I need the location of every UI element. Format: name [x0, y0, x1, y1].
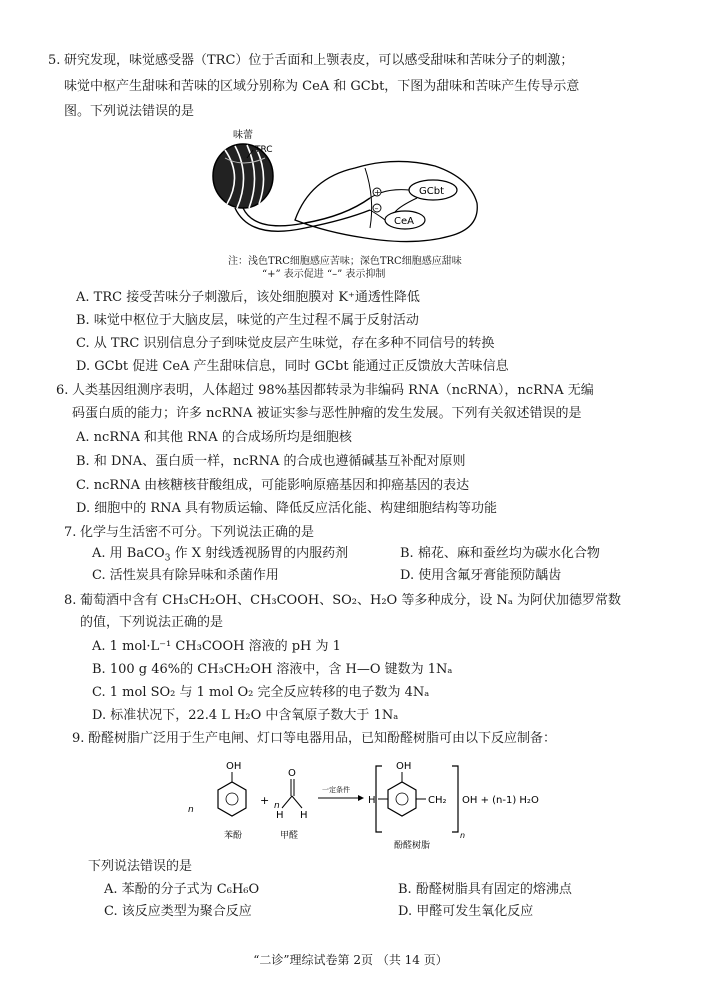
phenol-ring: [218, 782, 246, 816]
phenolic-resin-reaction-diagram: [180, 752, 560, 852]
q9-number: 9.: [72, 731, 85, 746]
phenol-oh-label: OH: [226, 761, 242, 772]
q5-stem-line-1: 研究发现，味觉感受器（TRC）位于舌面和上颚表皮，可以感受甜味和苦味分子的刺激；: [64, 53, 574, 68]
plus-sign: +: [260, 794, 270, 807]
q8-stem-line-2: 的值，下列说法正确的是: [80, 615, 224, 630]
q7-option-b[interactable]: B. 棉花、麻和蚕丝均为碳水化合物: [400, 546, 600, 561]
q7-stem: 化学与生活密不可分。下列说法正确的是: [80, 525, 315, 540]
gcbt-label: GCbt: [419, 186, 444, 197]
q6-option-b[interactable]: B. 和 DNA、蛋白质一样，ncRNA 的合成也遵循碱基互补配对原则: [76, 454, 466, 469]
q5-option-d[interactable]: D. GCbt 促进 CeA 产生甜味信息，同时 GCbt 能通过正反馈放大苦味信息: [76, 359, 509, 374]
q9-option-a[interactable]: A. 苯酚的分子式为 C₆H₆O: [104, 882, 260, 897]
q9-stem: 酚醛树脂广泛用于生产电闸、灯口等电器用品，已知酚醛树脂可由以下反应制备：: [88, 731, 557, 746]
polymer-subscript-n: n: [460, 831, 466, 840]
taste-bud-label: 味蕾: [233, 130, 253, 141]
formaldehyde-h-right: H: [300, 810, 308, 821]
product-tail: OH + (n-1) H₂O: [462, 795, 539, 806]
taste-pathway-diagram: [195, 128, 495, 258]
q8-number: 8.: [64, 593, 77, 608]
resin-ring: [388, 782, 416, 816]
q7-number: 7.: [64, 525, 77, 540]
resin-label: 酚醛树脂: [394, 841, 431, 851]
resin-ch2-label: CH₂: [428, 795, 447, 806]
q6-stem-line-2: 码蛋白质的能力；许多 ncRNA 被证实参与恶性肿瘤的发生发展。下列有关叙述错误的是: [72, 406, 582, 421]
page-footer: “二诊”理综试卷第 2页 （共 14 页）: [253, 953, 448, 967]
svg-text:+: +: [374, 188, 381, 197]
n-coefficient-formaldehyde: n: [274, 801, 280, 811]
q5-stem-line-3: 图。下列说法错误的是: [64, 104, 195, 119]
q5-option-a[interactable]: A. TRC 接受苦味分子刺激后，该处细胞膜对 K⁺通透性降低: [76, 290, 420, 305]
formaldehyde-label: 甲醛: [280, 831, 299, 841]
q5-number: 5.: [48, 53, 61, 68]
q9-option-c[interactable]: C. 该反应类型为聚合反应: [104, 904, 252, 919]
q9-option-b[interactable]: B. 酚醛树脂具有固定的熔沸点: [398, 882, 572, 897]
q6-option-a[interactable]: A. ncRNA 和其他 RNA 的合成场所均是细胞核: [76, 430, 352, 445]
q8-stem-line-1: 葡萄酒中含有 CH₃CH₂OH、CH₃COOH、SO₂、H₂O 等多种成分，设 Nₐ 为阿伏加德罗常数: [80, 593, 621, 608]
q6-option-d[interactable]: D. 细胞中的 RNA 具有物质运输、降低反应活化能、构建细胞结构等功能: [76, 501, 498, 516]
phenol-label: 苯酚: [224, 831, 243, 841]
q6-number: 6.: [56, 383, 69, 398]
q6-option-c[interactable]: C. ncRNA 由核糖核苷酸组成，可能影响原癌基因和抑癌基因的表达: [76, 478, 470, 493]
q9-option-d[interactable]: D. 甲醛可发生氧化反应: [398, 904, 534, 919]
q7-option-c[interactable]: C. 活性炭具有除异味和杀菌作用: [92, 568, 279, 583]
figure-note-line-2: “+” 表示促进 “–” 表示抑制: [262, 269, 386, 280]
q8-option-d[interactable]: D. 标准状况下，22.4 L H₂O 中含氧原子数大于 1Nₐ: [92, 708, 399, 723]
formaldehyde-o-label: O: [288, 768, 296, 779]
q7-option-d[interactable]: D. 使用含氟牙膏能预防龋齿: [400, 568, 562, 583]
q5-option-b[interactable]: B. 味觉中枢位于大脑皮层，味觉的产生过程不属于反射活动: [76, 313, 419, 328]
n-coefficient-phenol: n: [188, 805, 194, 815]
cea-label: CeA: [394, 216, 414, 227]
reaction-condition: 一定条件: [322, 786, 350, 794]
resin-oh-label: OH: [396, 761, 412, 772]
q8-option-a[interactable]: A. 1 mol·L⁻¹ CH₃COOH 溶液的 pH 为 1: [92, 639, 341, 654]
q6-stem-line-1: 人类基因组测序表明，人体超过 98%基因都转录为非编码 RNA（ncRNA），ncRNA 无编: [72, 383, 594, 398]
product-h-terminus: H: [368, 795, 376, 806]
q7-option-a[interactable]: A. 用 BaCO$_3$ 作 X 射线透视肠胃的内服药剂: [92, 546, 349, 564]
svg-text:–: –: [374, 204, 379, 213]
q5-stem-line-2: 味觉中枢产生甜味和苦味的区域分别称为 CeA 和 GCbt，下图为甜味和苦味产生传导示意: [64, 79, 580, 94]
q5-option-c[interactable]: C. 从 TRC 识别信息分子到味觉皮层产生味觉，存在多种不同信号的转换: [76, 336, 495, 351]
q8-option-c[interactable]: C. 1 mol SO₂ 与 1 mol O₂ 完全反应转移的电子数为 4Nₐ: [92, 685, 430, 700]
q8-option-b[interactable]: B. 100 g 46%的 CH₃CH₂OH 溶液中，含 H—O 键数为 1Nₐ: [92, 662, 453, 677]
trc-label: TRC: [255, 145, 273, 155]
formaldehyde-h-left: H: [276, 810, 284, 821]
figure-note-line-1: 注：浅色TRC细胞感应苦味；深色TRC细胞感应甜味: [228, 256, 462, 267]
q9-sub-stem: 下列说法错误的是: [88, 859, 193, 874]
